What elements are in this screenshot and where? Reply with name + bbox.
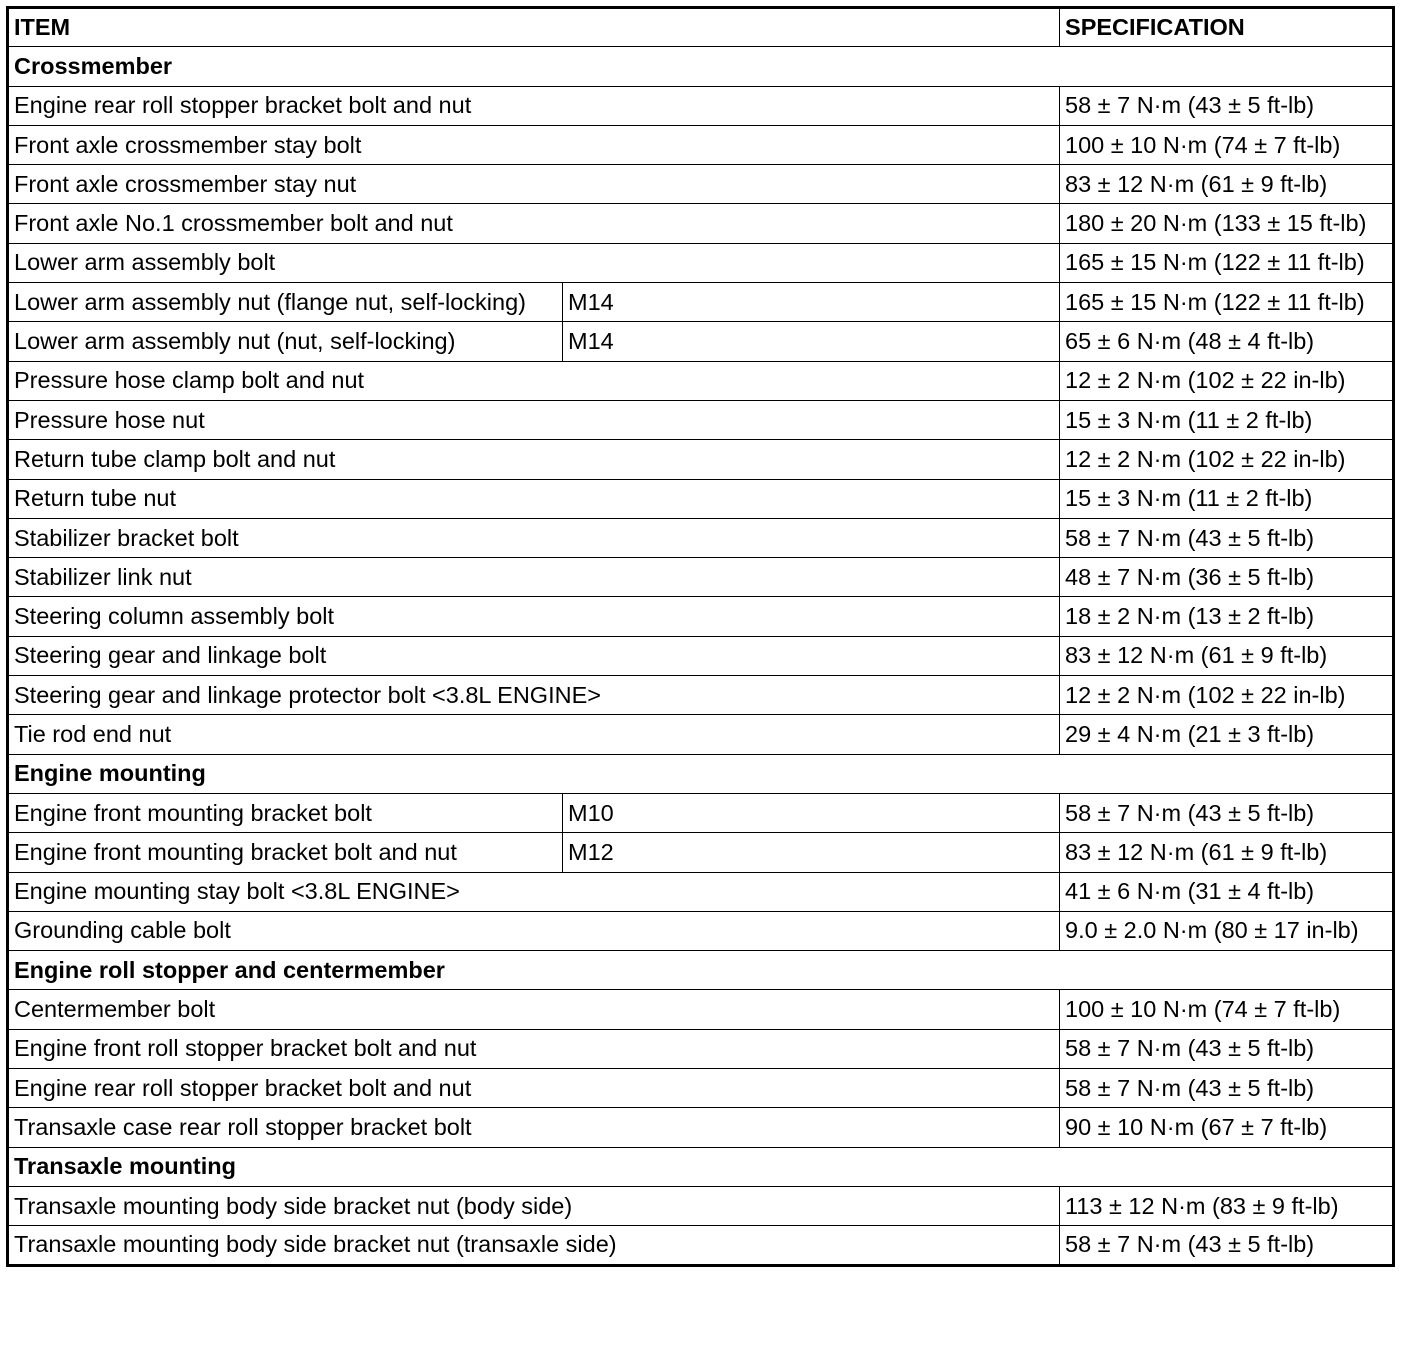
table-row — [8, 636, 1394, 675]
table-row — [8, 479, 1394, 518]
size-cell: M12 — [563, 833, 1060, 872]
section-header-row — [8, 951, 1394, 990]
item-cell: Transaxle mounting body side bracket nut (body side) — [8, 1186, 1060, 1225]
item-cell: Engine front mounting bracket bolt and nut — [8, 833, 563, 872]
table-row — [8, 793, 1394, 832]
spec-cell: 29 ± 4 N·m (21 ± 3 ft-lb) — [1060, 715, 1394, 754]
table-row — [8, 558, 1394, 597]
spec-cell: 83 ± 12 N·m (61 ± 9 ft-lb) — [1060, 165, 1394, 204]
header-specification: SPECIFICATION — [1060, 8, 1394, 47]
table-row — [8, 833, 1394, 872]
spec-cell: 12 ± 2 N·m (102 ± 22 in-lb) — [1060, 440, 1394, 479]
spec-cell: 58 ± 7 N·m (43 ± 5 ft-lb) — [1060, 793, 1394, 832]
item-cell: Front axle No.1 crossmember bolt and nut — [8, 204, 1060, 243]
table-row — [8, 990, 1394, 1029]
table-row — [8, 86, 1394, 125]
spec-cell: 58 ± 7 N·m (43 ± 5 ft-lb) — [1060, 1069, 1394, 1108]
table-row — [8, 1186, 1394, 1225]
item-cell: Steering gear and linkage bolt — [8, 636, 1060, 675]
item-cell: Lower arm assembly bolt — [8, 243, 1060, 282]
item-cell: Engine front mounting bracket bolt — [8, 793, 563, 832]
item-cell: Stabilizer link nut — [8, 558, 1060, 597]
spec-cell: 9.0 ± 2.0 N·m (80 ± 17 in-lb) — [1060, 911, 1394, 950]
size-cell: M14 — [563, 283, 1060, 322]
table-row — [8, 597, 1394, 636]
table-row — [8, 676, 1394, 715]
size-cell: M10 — [563, 793, 1060, 832]
item-cell: Lower arm assembly nut (nut, self-locking) — [8, 322, 563, 361]
spec-cell: 48 ± 7 N·m (36 ± 5 ft-lb) — [1060, 558, 1394, 597]
item-cell: Engine front roll stopper bracket bolt and nut — [8, 1029, 1060, 1068]
item-cell: Tie rod end nut — [8, 715, 1060, 754]
table-row — [8, 1069, 1394, 1108]
item-cell: Pressure hose clamp bolt and nut — [8, 361, 1060, 400]
item-cell: Lower arm assembly nut (flange nut, self-locking) — [8, 283, 563, 322]
spec-cell: 100 ± 10 N·m (74 ± 7 ft-lb) — [1060, 990, 1394, 1029]
item-cell: Transaxle mounting body side bracket nut (transaxle side) — [8, 1226, 1060, 1265]
spec-cell: 12 ± 2 N·m (102 ± 22 in-lb) — [1060, 361, 1394, 400]
spec-cell: 165 ± 15 N·m (122 ± 11 ft-lb) — [1060, 243, 1394, 282]
item-cell: Grounding cable bolt — [8, 911, 1060, 950]
item-cell: Engine rear roll stopper bracket bolt and nut — [8, 1069, 1060, 1108]
item-cell: Engine rear roll stopper bracket bolt and nut — [8, 86, 1060, 125]
table-row — [8, 518, 1394, 557]
torque-spec-table — [6, 6, 1395, 1267]
item-cell: Pressure hose nut — [8, 400, 1060, 439]
section-title: Engine mounting — [8, 754, 1394, 793]
spec-cell: 15 ± 3 N·m (11 ± 2 ft-lb) — [1060, 400, 1394, 439]
spec-cell: 12 ± 2 N·m (102 ± 22 in-lb) — [1060, 676, 1394, 715]
item-cell: Front axle crossmember stay bolt — [8, 125, 1060, 164]
table-row — [8, 1226, 1394, 1265]
spec-cell: 58 ± 7 N·m (43 ± 5 ft-lb) — [1060, 1029, 1394, 1068]
item-cell: Return tube nut — [8, 479, 1060, 518]
table-row — [8, 125, 1394, 164]
item-cell: Transaxle case rear roll stopper bracket bolt — [8, 1108, 1060, 1147]
table-row — [8, 204, 1394, 243]
section-title: Engine roll stopper and centermember — [8, 951, 1394, 990]
table-row — [8, 440, 1394, 479]
item-cell: Front axle crossmember stay nut — [8, 165, 1060, 204]
table-row — [8, 400, 1394, 439]
table-row — [8, 165, 1394, 204]
table-row — [8, 715, 1394, 754]
spec-cell: 100 ± 10 N·m (74 ± 7 ft-lb) — [1060, 125, 1394, 164]
spec-cell: 83 ± 12 N·m (61 ± 9 ft-lb) — [1060, 833, 1394, 872]
spec-cell: 65 ± 6 N·m (48 ± 4 ft-lb) — [1060, 322, 1394, 361]
item-cell: Steering column assembly bolt — [8, 597, 1060, 636]
header-item: ITEM — [8, 8, 1060, 47]
spec-cell: 58 ± 7 N·m (43 ± 5 ft-lb) — [1060, 518, 1394, 557]
table-row — [8, 361, 1394, 400]
section-header-row — [8, 754, 1394, 793]
table-row — [8, 283, 1394, 322]
spec-cell: 18 ± 2 N·m (13 ± 2 ft-lb) — [1060, 597, 1394, 636]
spec-cell: 113 ± 12 N·m (83 ± 9 ft-lb) — [1060, 1186, 1394, 1225]
section-header-row — [8, 47, 1394, 86]
item-cell: Engine mounting stay bolt <3.8L ENGINE> — [8, 872, 1060, 911]
table-row — [8, 322, 1394, 361]
table-row — [8, 243, 1394, 282]
spec-cell: 15 ± 3 N·m (11 ± 2 ft-lb) — [1060, 479, 1394, 518]
section-header-row — [8, 1147, 1394, 1186]
table-row — [8, 1108, 1394, 1147]
size-cell: M14 — [563, 322, 1060, 361]
spec-cell: 41 ± 6 N·m (31 ± 4 ft-lb) — [1060, 872, 1394, 911]
item-cell: Centermember bolt — [8, 990, 1060, 1029]
table-row — [8, 872, 1394, 911]
table-body — [8, 8, 1394, 1266]
item-cell: Stabilizer bracket bolt — [8, 518, 1060, 557]
spec-cell: 180 ± 20 N·m (133 ± 15 ft-lb) — [1060, 204, 1394, 243]
spec-cell: 83 ± 12 N·m (61 ± 9 ft-lb) — [1060, 636, 1394, 675]
spec-cell: 58 ± 7 N·m (43 ± 5 ft-lb) — [1060, 86, 1394, 125]
spec-cell: 58 ± 7 N·m (43 ± 5 ft-lb) — [1060, 1226, 1394, 1265]
section-title: Transaxle mounting — [8, 1147, 1394, 1186]
item-cell: Steering gear and linkage protector bolt <3.8L ENGINE> — [8, 676, 1060, 715]
section-title: Crossmember — [8, 47, 1394, 86]
spec-cell: 90 ± 10 N·m (67 ± 7 ft-lb) — [1060, 1108, 1394, 1147]
table-row — [8, 1029, 1394, 1068]
table-header-row — [8, 8, 1394, 47]
item-cell: Return tube clamp bolt and nut — [8, 440, 1060, 479]
table-row — [8, 911, 1394, 950]
spec-cell: 165 ± 15 N·m (122 ± 11 ft-lb) — [1060, 283, 1394, 322]
